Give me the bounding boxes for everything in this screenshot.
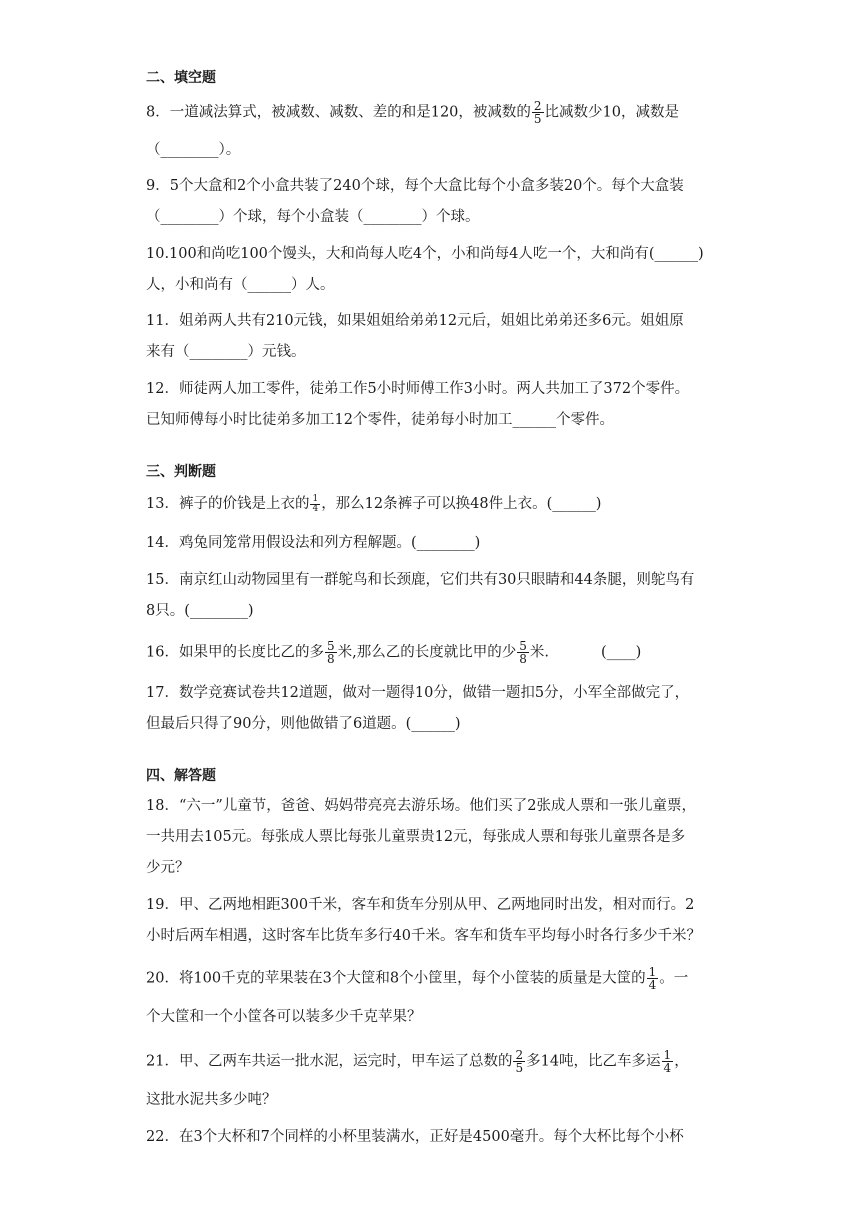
question-21-text-b: 多14吨，比乙车多运 [526,1053,661,1070]
question-17-line-2: 但最后只得了90分，则他做错了6道题。(______) [146,716,461,732]
question-9-line-2: （________）个球，每个小盒装（________）个球。 [146,209,480,225]
question-18-line-2: 一共用去105元。每张成人票比每张儿童票贵12元，每张成人票和每张儿童票各是多 [146,829,686,845]
question-16-text-a: 16．如果甲的长度比乙的多 [146,644,324,661]
question-14-line-1: 14．鸡兔同笼常用假设法和列方程解题。(________) [146,535,481,551]
question-11-line-1: 11．姐弟两人共有210元钱，如果姐姐给弟弟12元后，姐姐比弟弟还多6元。姐姐原 [146,313,684,329]
question-19-line-1: 19．甲、乙两地相距300千米，客车和货车分别从甲、乙两地同时出发，相对而行。2 [146,897,695,913]
section-heading-solve: 四、解答题 [146,768,216,784]
question-16-answer-blank: (____) [600,644,642,661]
question-22-line-1: 22．在3个大杯和7个同样的小杯里装满水，正好是4500毫升。每个大杯比每个小杯 [146,1129,684,1145]
fraction-1-4: $\frac{1}{4}$ [663,1048,672,1075]
question-11-line-2: 来有（________）元钱。 [146,344,306,360]
section-heading-fill-in: 二、填空题 [146,70,216,86]
question-8-text-b: 比减数少10，减数是 [544,104,679,121]
question-9-line-1: 9．5个大盒和2个小盒共装了240个球，每个大盒比每个小盒多装20个。每个大盒装 [146,178,684,194]
question-15-line-1: 15．南京红山动物园里有一群鸵鸟和长颈鹿，它们共有30只眼睛和44条腿，则鸵鸟有 [146,572,695,588]
question-16-text-b: 米,那么乙的长度就比甲的少 [337,644,517,661]
question-16-text-c: 米. [529,644,549,661]
question-20-line-2: 个大筐和一个小筐各可以装多少千克苹果？ [146,1009,422,1025]
question-21-text-a: 21．甲、乙两车共运一批水泥，运完时，甲车运了总数的 [146,1053,513,1070]
question-13-text-b: ，那么12条裤子可以换48件上衣。(______) [321,496,602,512]
question-20-text-a: 20．将100千克的苹果装在3个大筐和8个小筐里，每个小筐装的质量是大筐的 [146,970,646,987]
question-10-line-2: 人，小和尚有（______）人。 [146,277,335,293]
fraction-5-8-second: $\frac{5}{8}$ [519,639,527,666]
question-10-line-1: 10.100和尚吃100个馒头，大和尚每人吃4个，小和尚每4人吃一个，大和尚有(______) [146,246,704,262]
question-13-text-a: 13．裤子的价钱是上衣的 [146,496,310,512]
question-21-text-c: ， [674,1053,689,1070]
question-16-line-1 [146,640,740,665]
question-20-line-1 [146,966,740,991]
fraction-1-4: $\frac{1}{4}$ [312,493,319,514]
fraction-2-5: $\frac{2}{5}$ [533,99,542,126]
question-8-text-a: 8．一道减法算式，被减数、减数、差的和是120，被减数的 [146,104,531,121]
fraction-5-8-first: $\frac{5}{8}$ [326,639,335,666]
question-21-line-2: 这批水泥共多少吨？ [146,1092,277,1108]
question-20-text-b: 。一 [659,970,689,987]
question-8-line-2: （________）。 [146,142,241,158]
question-12-line-2: 已知师傅每小时比徒弟多加工12个零件，徒弟每小时加工______个零件。 [146,412,614,428]
question-8-line-1 [146,100,740,125]
question-17-line-1: 17．数学竞赛试卷共12道题，做对一题得10分，做错一题扣5分，小军全部做完了， [146,685,690,701]
question-21-line-1 [146,1049,740,1074]
section-heading-judgment: 三、判断题 [146,464,216,480]
question-18-line-3: 少元？ [146,860,190,876]
question-15-line-2: 8只。(________) [146,603,254,619]
question-13-line-1 [146,494,740,514]
question-18-line-1: 18．“六一”儿童节，爸爸、妈妈带亮亮去游乐场。他们买了2张成人票和一张儿童票， [146,798,696,814]
fraction-2-5: $\frac{2}{5}$ [515,1048,524,1075]
question-19-line-2: 小时后两车相遇，这时客车比货车多行40千米。客车和货车平均每小时各行多少千米？ [146,928,701,944]
question-12-line-1: 12．师徒两人加工零件，徒弟工作5小时师傅工作3小时。两人共加工了372个零件。 [146,381,690,397]
fraction-1-4: $\frac{1}{4}$ [648,965,657,992]
